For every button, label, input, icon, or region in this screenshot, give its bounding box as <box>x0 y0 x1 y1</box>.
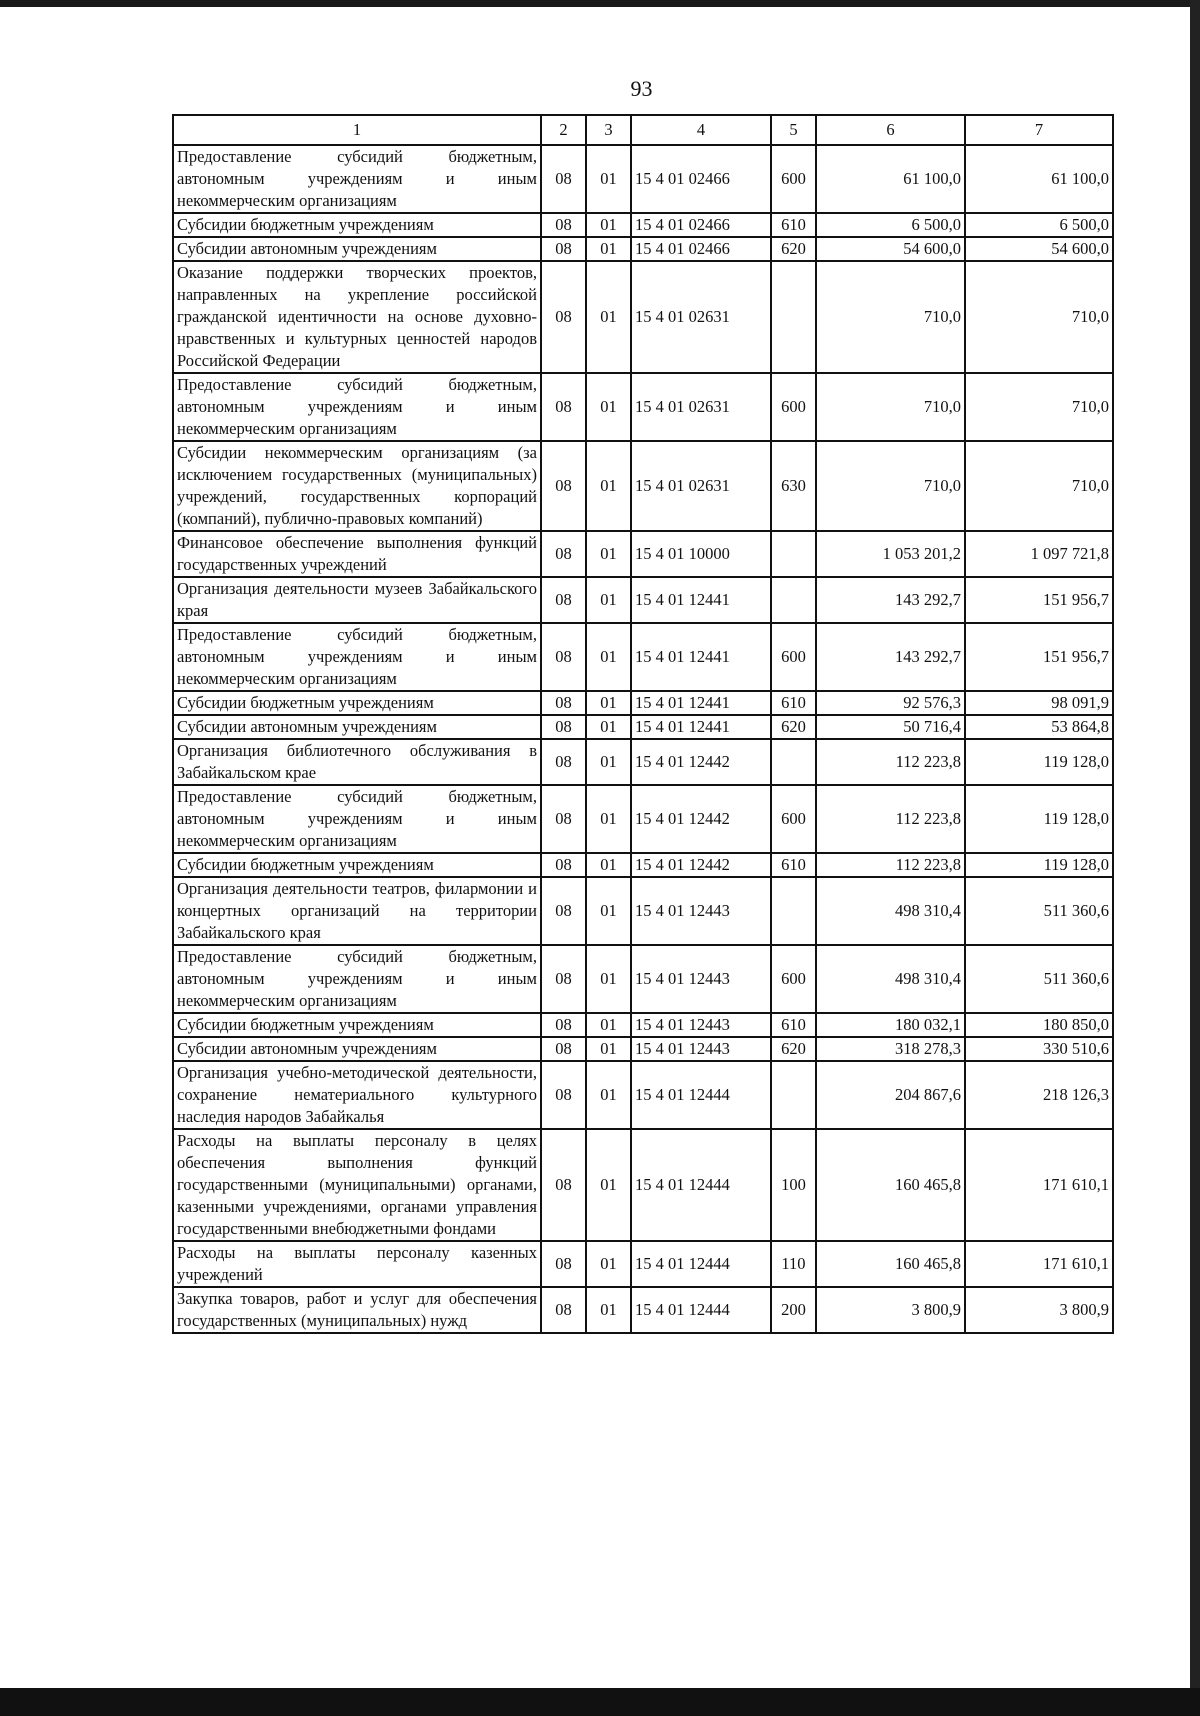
cell-expense-type: 110 <box>771 1241 816 1287</box>
table-row <box>173 877 1113 945</box>
cell-section: 08 <box>541 1129 586 1241</box>
cell-description: Предоставление субсидий бюджетным, автономным учреждениям и иным некоммерческим организациям <box>173 373 541 441</box>
cell-description: Предоставление субсидий бюджетным, автономным учреждениям и иным некоммерческим организациям <box>173 623 541 691</box>
cell-subsection: 01 <box>586 441 631 531</box>
cell-target-article: 15 4 01 12443 <box>631 1037 771 1061</box>
cell-subsection: 01 <box>586 853 631 877</box>
cell-amount-year1: 498 310,4 <box>816 945 965 1013</box>
cell-subsection: 01 <box>586 145 631 213</box>
cell-target-article: 15 4 01 12441 <box>631 577 771 623</box>
cell-amount-year1: 1 053 201,2 <box>816 531 965 577</box>
scan-edge-top <box>0 0 1200 7</box>
cell-expense-type <box>771 877 816 945</box>
cell-section: 08 <box>541 853 586 877</box>
cell-description: Организация деятельности театров, филармонии и концертных организаций на территории Забайкальского края <box>173 877 541 945</box>
cell-expense-type <box>771 739 816 785</box>
cell-target-article: 15 4 01 12441 <box>631 691 771 715</box>
cell-amount-year1: 160 465,8 <box>816 1241 965 1287</box>
cell-subsection: 01 <box>586 1037 631 1061</box>
cell-expense-type: 620 <box>771 237 816 261</box>
cell-amount-year1: 112 223,8 <box>816 739 965 785</box>
cell-target-article: 15 4 01 02466 <box>631 213 771 237</box>
table-row <box>173 1061 1113 1129</box>
cell-subsection: 01 <box>586 1013 631 1037</box>
cell-amount-year2: 119 128,0 <box>965 739 1113 785</box>
cell-target-article: 15 4 01 02631 <box>631 261 771 373</box>
cell-description: Субсидии бюджетным учреждениям <box>173 1013 541 1037</box>
column-header: 1 <box>173 115 541 145</box>
cell-amount-year1: 498 310,4 <box>816 877 965 945</box>
cell-expense-type: 600 <box>771 145 816 213</box>
cell-target-article: 15 4 01 12444 <box>631 1287 771 1333</box>
cell-description: Предоставление субсидий бюджетным, автономным учреждениям и иным некоммерческим организациям <box>173 785 541 853</box>
cell-section: 08 <box>541 623 586 691</box>
column-header: 7 <box>965 115 1113 145</box>
cell-description: Финансовое обеспечение выполнения функций государственных учреждений <box>173 531 541 577</box>
scan-edge-right <box>1190 0 1200 1716</box>
table-row <box>173 531 1113 577</box>
cell-target-article: 15 4 01 10000 <box>631 531 771 577</box>
cell-section: 08 <box>541 785 586 853</box>
cell-target-article: 15 4 01 12441 <box>631 715 771 739</box>
cell-section: 08 <box>541 715 586 739</box>
cell-section: 08 <box>541 213 586 237</box>
table-row <box>173 945 1113 1013</box>
page-number: 93 <box>630 76 653 101</box>
cell-expense-type <box>771 531 816 577</box>
table-row <box>173 373 1113 441</box>
cell-target-article: 15 4 01 02631 <box>631 441 771 531</box>
cell-amount-year1: 143 292,7 <box>816 577 965 623</box>
cell-expense-type: 600 <box>771 623 816 691</box>
table-row <box>173 237 1113 261</box>
table-row <box>173 1129 1113 1241</box>
cell-amount-year1: 112 223,8 <box>816 785 965 853</box>
cell-section: 08 <box>541 1287 586 1333</box>
cell-amount-year1: 318 278,3 <box>816 1037 965 1061</box>
cell-target-article: 15 4 01 02466 <box>631 237 771 261</box>
cell-description: Расходы на выплаты персоналу казенных учреждений <box>173 1241 541 1287</box>
cell-amount-year2: 710,0 <box>965 373 1113 441</box>
cell-description: Субсидии бюджетным учреждениям <box>173 853 541 877</box>
cell-amount-year1: 180 032,1 <box>816 1013 965 1037</box>
cell-description: Субсидии бюджетным учреждениям <box>173 691 541 715</box>
cell-target-article: 15 4 01 02631 <box>631 373 771 441</box>
cell-amount-year2: 171 610,1 <box>965 1241 1113 1287</box>
cell-expense-type: 600 <box>771 945 816 1013</box>
cell-amount-year1: 92 576,3 <box>816 691 965 715</box>
cell-amount-year2: 119 128,0 <box>965 853 1113 877</box>
cell-amount-year1: 160 465,8 <box>816 1129 965 1241</box>
column-header: 2 <box>541 115 586 145</box>
cell-description: Оказание поддержки творческих проектов, направленных на укрепление российской гражданской идентичности на основе духовно-нравственных и культурных ценностей народов Российской Федерации <box>173 261 541 373</box>
cell-description: Предоставление субсидий бюджетным, автономным учреждениям и иным некоммерческим организациям <box>173 145 541 213</box>
cell-target-article: 15 4 01 12443 <box>631 1013 771 1037</box>
column-header: 6 <box>816 115 965 145</box>
cell-amount-year1: 54 600,0 <box>816 237 965 261</box>
cell-amount-year2: 218 126,3 <box>965 1061 1113 1129</box>
cell-section: 08 <box>541 577 586 623</box>
table-body <box>173 145 1113 1333</box>
table-row <box>173 739 1113 785</box>
table-row <box>173 145 1113 213</box>
cell-target-article: 15 4 01 12441 <box>631 623 771 691</box>
cell-subsection: 01 <box>586 373 631 441</box>
cell-section: 08 <box>541 1013 586 1037</box>
cell-amount-year1: 3 800,9 <box>816 1287 965 1333</box>
cell-amount-year1: 710,0 <box>816 373 965 441</box>
cell-subsection: 01 <box>586 531 631 577</box>
cell-amount-year1: 6 500,0 <box>816 213 965 237</box>
table-row <box>173 213 1113 237</box>
cell-subsection: 01 <box>586 1241 631 1287</box>
cell-subsection: 01 <box>586 261 631 373</box>
cell-description: Расходы на выплаты персоналу в целях обеспечения выполнения функций государственными (муниципальными) органами, казенными учреждениями, органами управления государственными внебюджетными фондами <box>173 1129 541 1241</box>
budget-table <box>172 114 1114 1334</box>
table-row <box>173 785 1113 853</box>
cell-section: 08 <box>541 237 586 261</box>
cell-target-article: 15 4 01 12444 <box>631 1061 771 1129</box>
table-row <box>173 1037 1113 1061</box>
cell-section: 08 <box>541 877 586 945</box>
cell-amount-year1: 50 716,4 <box>816 715 965 739</box>
table-row <box>173 261 1113 373</box>
cell-amount-year1: 143 292,7 <box>816 623 965 691</box>
cell-subsection: 01 <box>586 577 631 623</box>
cell-target-article: 15 4 01 12444 <box>631 1129 771 1241</box>
cell-subsection: 01 <box>586 945 631 1013</box>
cell-subsection: 01 <box>586 785 631 853</box>
cell-section: 08 <box>541 441 586 531</box>
cell-section: 08 <box>541 691 586 715</box>
cell-expense-type: 610 <box>771 691 816 715</box>
column-header: 4 <box>631 115 771 145</box>
cell-target-article: 15 4 01 12444 <box>631 1241 771 1287</box>
cell-expense-type <box>771 1061 816 1129</box>
cell-amount-year2: 3 800,9 <box>965 1287 1113 1333</box>
cell-section: 08 <box>541 945 586 1013</box>
cell-subsection: 01 <box>586 715 631 739</box>
cell-subsection: 01 <box>586 213 631 237</box>
scan-edge-bottom <box>0 1688 1200 1716</box>
cell-amount-year1: 710,0 <box>816 441 965 531</box>
cell-subsection: 01 <box>586 739 631 785</box>
cell-expense-type: 100 <box>771 1129 816 1241</box>
cell-expense-type: 600 <box>771 785 816 853</box>
cell-target-article: 15 4 01 12442 <box>631 739 771 785</box>
cell-description: Субсидии автономным учреждениям <box>173 237 541 261</box>
cell-subsection: 01 <box>586 1061 631 1129</box>
cell-amount-year1: 61 100,0 <box>816 145 965 213</box>
cell-section: 08 <box>541 1241 586 1287</box>
cell-subsection: 01 <box>586 691 631 715</box>
cell-amount-year2: 1 097 721,8 <box>965 531 1113 577</box>
cell-description: Субсидии автономным учреждениям <box>173 1037 541 1061</box>
cell-amount-year2: 511 360,6 <box>965 877 1113 945</box>
cell-amount-year1: 204 867,6 <box>816 1061 965 1129</box>
cell-subsection: 01 <box>586 877 631 945</box>
cell-description: Субсидии некоммерческим организациям (за исключением государственных (муниципальных) учреждений, государственных корпораций (компаний), публично-правовых компаний) <box>173 441 541 531</box>
table-row <box>173 441 1113 531</box>
cell-subsection: 01 <box>586 623 631 691</box>
cell-expense-type <box>771 261 816 373</box>
cell-expense-type <box>771 577 816 623</box>
cell-amount-year2: 151 956,7 <box>965 577 1113 623</box>
cell-description: Закупка товаров, работ и услуг для обеспечения государственных (муниципальных) нужд <box>173 1287 541 1333</box>
cell-amount-year2: 98 091,9 <box>965 691 1113 715</box>
cell-description: Предоставление субсидий бюджетным, автономным учреждениям и иным некоммерческим организациям <box>173 945 541 1013</box>
cell-subsection: 01 <box>586 1129 631 1241</box>
cell-amount-year2: 180 850,0 <box>965 1013 1113 1037</box>
cell-amount-year2: 119 128,0 <box>965 785 1113 853</box>
cell-description: Организация библиотечного обслуживания в Забайкальском крае <box>173 739 541 785</box>
cell-section: 08 <box>541 1037 586 1061</box>
cell-amount-year2: 171 610,1 <box>965 1129 1113 1241</box>
cell-target-article: 15 4 01 12443 <box>631 877 771 945</box>
cell-target-article: 15 4 01 12443 <box>631 945 771 1013</box>
cell-expense-type: 620 <box>771 1037 816 1061</box>
table-row <box>173 623 1113 691</box>
table-row <box>173 577 1113 623</box>
cell-section: 08 <box>541 739 586 785</box>
cell-description: Организация деятельности музеев Забайкальского края <box>173 577 541 623</box>
cell-expense-type: 610 <box>771 853 816 877</box>
cell-target-article: 15 4 01 12442 <box>631 853 771 877</box>
table-row <box>173 691 1113 715</box>
table-row <box>173 1013 1113 1037</box>
cell-expense-type: 600 <box>771 373 816 441</box>
column-header: 5 <box>771 115 816 145</box>
table-row <box>173 1241 1113 1287</box>
table-row <box>173 853 1113 877</box>
cell-amount-year1: 710,0 <box>816 261 965 373</box>
column-header: 3 <box>586 115 631 145</box>
cell-amount-year2: 710,0 <box>965 261 1113 373</box>
cell-amount-year1: 112 223,8 <box>816 853 965 877</box>
cell-amount-year2: 151 956,7 <box>965 623 1113 691</box>
table-row <box>173 715 1113 739</box>
cell-description: Субсидии бюджетным учреждениям <box>173 213 541 237</box>
cell-section: 08 <box>541 531 586 577</box>
cell-target-article: 15 4 01 02466 <box>631 145 771 213</box>
cell-amount-year2: 710,0 <box>965 441 1113 531</box>
cell-description: Субсидии автономным учреждениям <box>173 715 541 739</box>
cell-expense-type: 200 <box>771 1287 816 1333</box>
cell-amount-year2: 330 510,6 <box>965 1037 1113 1061</box>
cell-amount-year2: 511 360,6 <box>965 945 1113 1013</box>
table-header-row <box>173 115 1113 145</box>
cell-subsection: 01 <box>586 1287 631 1333</box>
cell-section: 08 <box>541 1061 586 1129</box>
cell-description: Организация учебно-методической деятельности, сохранение нематериального культурного наследия народов Забайкалья <box>173 1061 541 1129</box>
cell-section: 08 <box>541 145 586 213</box>
cell-amount-year2: 61 100,0 <box>965 145 1113 213</box>
cell-expense-type: 610 <box>771 213 816 237</box>
cell-target-article: 15 4 01 12442 <box>631 785 771 853</box>
cell-amount-year2: 54 600,0 <box>965 237 1113 261</box>
table-row <box>173 1287 1113 1333</box>
cell-amount-year2: 53 864,8 <box>965 715 1113 739</box>
cell-section: 08 <box>541 373 586 441</box>
cell-subsection: 01 <box>586 237 631 261</box>
cell-amount-year2: 6 500,0 <box>965 213 1113 237</box>
cell-section: 08 <box>541 261 586 373</box>
cell-expense-type: 610 <box>771 1013 816 1037</box>
cell-expense-type: 620 <box>771 715 816 739</box>
cell-expense-type: 630 <box>771 441 816 531</box>
